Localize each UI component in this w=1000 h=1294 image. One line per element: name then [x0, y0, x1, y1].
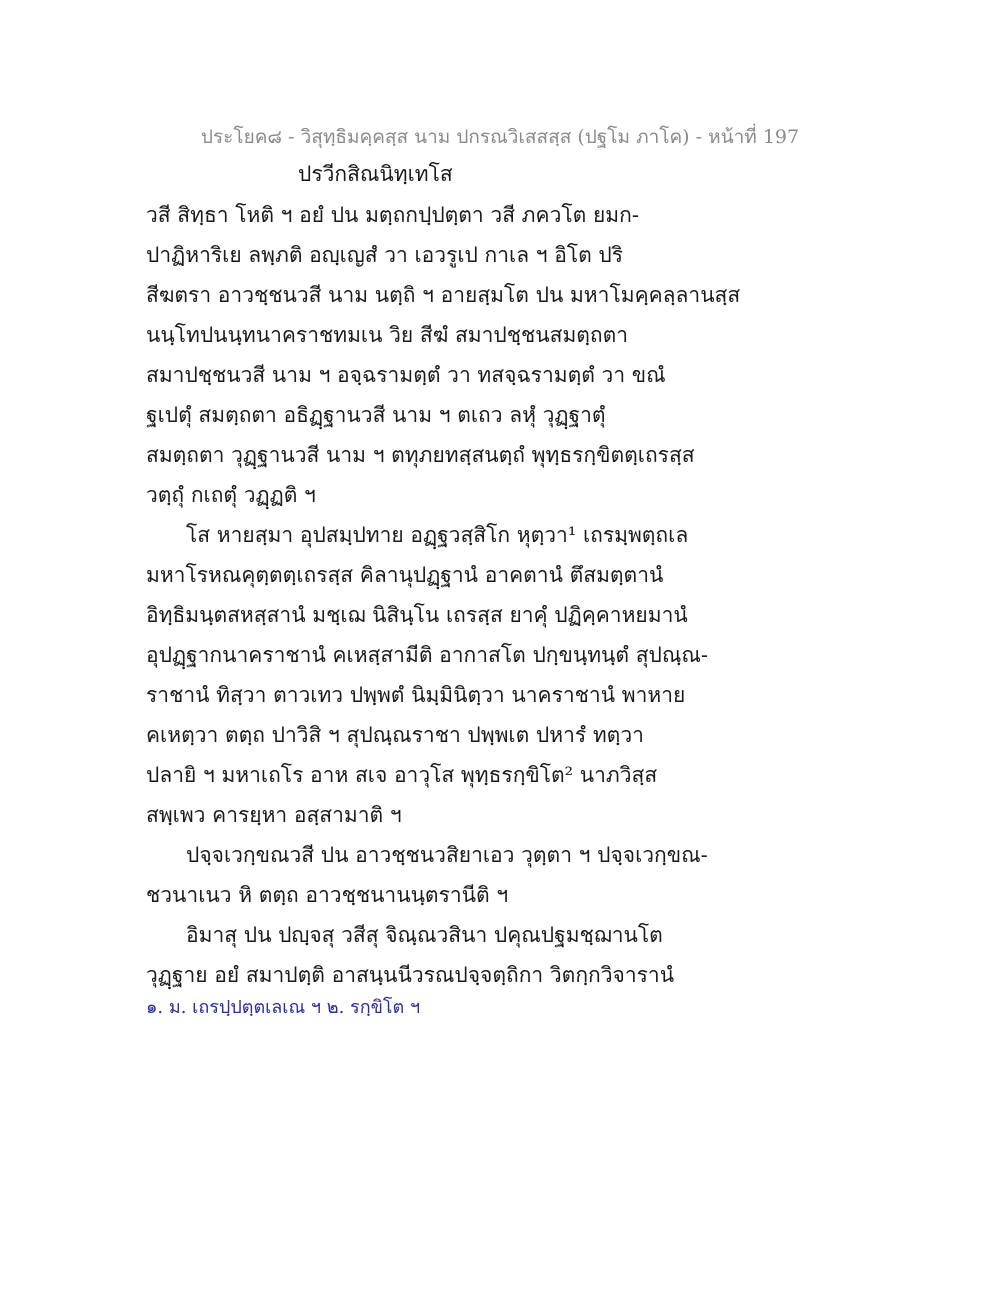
text-line: มหาโรหณคุตฺตตฺเถรสฺส คิลานุปฏฺฐานํ อาคตานํ ตึสมตฺตานํ [146, 563, 664, 587]
text-line: คเหตฺวา ตตฺถ ปาวิสิ ฯ สุปณฺณราชา ปพฺพเต ปหารํ ทตฺวา [146, 723, 644, 747]
text-line: สพฺเพว คารยฺหา อสฺสามาติ ฯ [146, 803, 402, 827]
text-line: ปาฏิหาริเย ลพฺภติ อญฺเญสํ วา เอวรูเป กาเล ฯ อิโต ปริ [146, 243, 624, 267]
text-line: ฐเปตุํ สมตฺถตา อธิฏฺฐานวสี นาม ฯ ตเถว ลหุํ วุฏฺฐาตุํ [146, 403, 606, 427]
text-line: ปลายิ ฯ มหาเถโร อาห สเจ อาวุโส พุทฺธรกฺขิโต² นาภวิสฺส [146, 763, 658, 787]
footnote: ๑. ม. เถรปฺปตฺตเลเณ ฯ ๒. รกฺขิโต ฯ [146, 997, 421, 1018]
section-title: ปรวีกสิณนิทฺเทโส [298, 162, 453, 186]
text-line: อิทฺธิมนฺตสหสฺสานํ มชฺเฌ นิสินฺโน เถรสฺส ยาคุํ ปฏิคฺคาหยมานํ [146, 603, 688, 627]
text-line: นนฺโทปนนฺทนาคราชทมเน วิย สีฆํ สมาปชฺชนสมตฺถตา [146, 323, 629, 347]
text-line: วสี สิทฺธา โหติ ฯ อยํ ปน มตฺถกปฺปตฺตา วสี ภควโต ยมก- [146, 203, 639, 227]
text-line: ชวนาเนว หิ ตตฺถ อาวชฺชนานนฺตรานีติ ฯ [146, 883, 509, 907]
text-line: อุปฏฺฐากนาคราชานํ คเหสฺสามีติ อากาสโต ปกฺขนฺทนฺตํ สุปณฺณ- [146, 643, 708, 667]
text-line: โส หายสฺมา อุปสมฺปทาย อฏฺฐวสฺสิโก หุตฺวา¹ เถรมฺพตฺถเล [186, 523, 689, 547]
text-line: วุฏฺฐาย อยํ สมาปตฺติ อาสนฺนนีวรณปจฺจตฺถิกา วิตกฺกวิจารานํ [146, 963, 675, 987]
text-line: สีฆตรา อาวชฺชนวสี นาม นตฺถิ ฯ อายสฺมโต ปน มหาโมคฺคลฺลานสฺส [146, 283, 741, 307]
text-line: วตฺถุํ กเถตุํ วฏฺฏติ ฯ [146, 483, 316, 507]
running-header: ประโยค๘ - วิสุทฺธิมคฺคสฺส นาม ปกรณวิเสสสฺส (ปฐโม ภาโค) - หน้าที่ 197 [200, 126, 800, 148]
text-line: อิมาสุ ปน ปญฺจสุ วสีสุ จิณฺณวสินา ปคุณปฐมชฺฌานโต [186, 923, 663, 947]
body-text [146, 195, 741, 995]
text-line: ราชานํ ทิสฺวา ตาวเทว ปพฺพตํ นิมฺมินิตฺวา นาคราชานํ พาหาย [146, 683, 686, 707]
text-line: สมตฺถตา วุฏฺฐานวสี นาม ฯ ตทุภยทสฺสนตฺถํ พุทฺธรกฺขิตตฺเถรสฺส [146, 443, 695, 467]
text-line: สมาปชฺชนวสี นาม ฯ อจฺฉรามตฺตํ วา ทสจฺฉรามตฺตํ วา ขณํ [146, 363, 666, 387]
text-line: ปจฺจเวกฺขณวสี ปน อาวชฺชนวสิยาเอว วุตฺตา ฯ ปจฺจเวกฺขณ- [186, 843, 708, 867]
